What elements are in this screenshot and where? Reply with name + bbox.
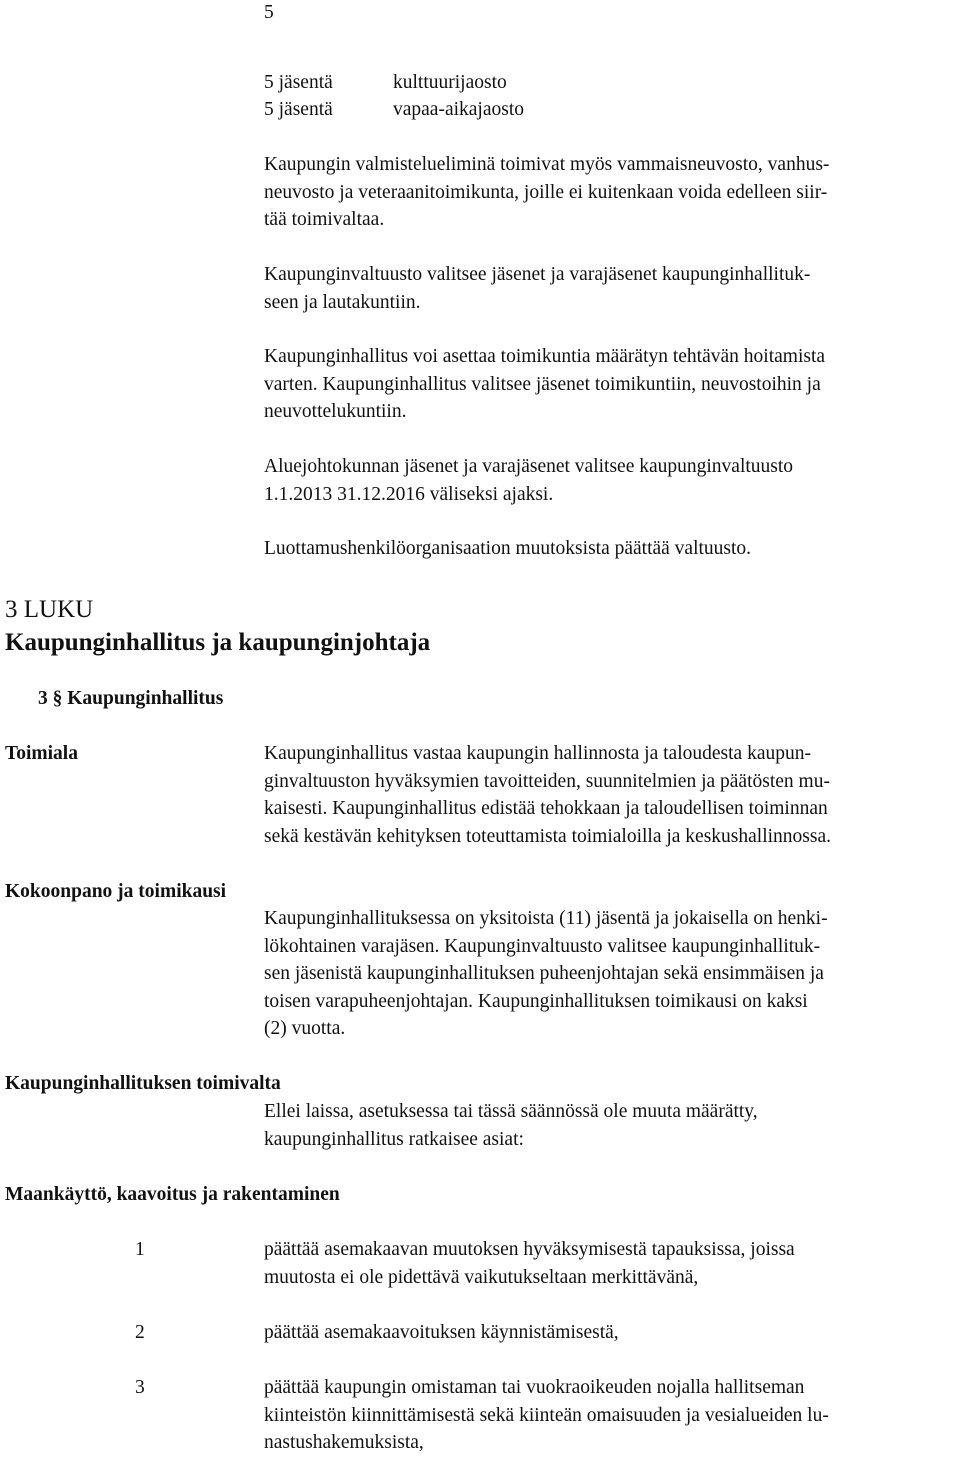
committee-count: 5 jäsentä bbox=[264, 72, 333, 93]
list-item: päättää asemakaavan muutoksen hyväksymisestä tapauksissa, joissa muutosta ei ole pidettävä vaikutukseltaan merkittävänä, bbox=[264, 1239, 795, 1288]
committee-name: vapaa-aikajaosto bbox=[393, 99, 525, 120]
section-heading: 3 § Kaupunginhallitus bbox=[38, 688, 224, 709]
committee-name: kulttuurijaosto bbox=[393, 72, 507, 93]
list-item: päättää asemakaavoituksen käynnistämisestä, bbox=[264, 1322, 619, 1343]
paragraph-committees: Kaupunginhallitus voi asettaa toimikuntia määrätyn tehtävän hoitamista varten. Kaupunginhallitus valitsee jäsenet toimikuntiin, neuvostoihin ja neuvottelukuntiin. bbox=[264, 346, 826, 422]
chapter-title: Kaupunginhallitus ja kaupunginjohtaja bbox=[5, 629, 431, 656]
kokoonpano-text: Kaupunginhallituksessa on yksitoista (11) jäsentä ja jokaisella on henki- lökohtainen varajäsen. Kaupunginvaltuusto valitsee kaupunginhallituk- sen jäsenistä kaupunginhallituksen puheenjohtajan sekä ensimmäisen ja toisen varapuheenjohtajan. Kaupunginhallituksen toimikausi on kaksi (2) vuotta. bbox=[264, 908, 828, 1039]
toimivalta-label: Kaupunginhallituksen toimivalta bbox=[5, 1073, 281, 1094]
list-item-number: 2 bbox=[135, 1322, 145, 1343]
paragraph-area-board: Aluejohtokunnan jäsenet ja varajäsenet valitsee kaupunginvaltuusto 1.1.2013 31.12.2016 väliseksi ajaksi. bbox=[264, 456, 794, 505]
toimiala-text: Kaupunginhallitus vastaa kaupungin hallinnosta ja taloudesta kaupun- ginvaltuuston hyväksymien tavoitteiden, suunnitelmien ja päätösten mu- kaisesti. Kaupunginhallitus edistää tehokkaan ja taloudellisen toiminnan sekä kestävän kehityksen toteuttamista toimialoilla ja keskushallinnossa. bbox=[264, 743, 832, 847]
list-item-number: 1 bbox=[135, 1239, 145, 1260]
toimiala-label: Toimiala bbox=[5, 743, 78, 764]
paragraph-organisation-changes: Luottamushenkilöorganisaation muutoksista päättää valtuusto. bbox=[264, 538, 752, 559]
maankaytto-label: Maankäyttö, kaavoitus ja rakentaminen bbox=[5, 1184, 340, 1205]
page-number: 5 bbox=[264, 2, 274, 23]
paragraph-council-elects: Kaupunginvaltuusto valitsee jäsenet ja varajäsenet kaupunginhallituk- seen ja lautakuntiin. bbox=[264, 264, 811, 313]
toimivalta-text: Ellei laissa, asetuksessa tai tässä säännössä ole muuta määrätty, kaupunginhallitus ratkaisee asiat: bbox=[264, 1101, 758, 1150]
chapter-number: 3 LUKU bbox=[5, 596, 94, 623]
list-item-number: 3 bbox=[135, 1377, 145, 1398]
list-item: päättää kaupungin omistaman tai vuokraoikeuden nojalla hallitseman kiinteistön kiinnittämisestä sekä kiinteän omaisuuden ja vesialueiden lu- nastushakemuksista, bbox=[264, 1377, 829, 1453]
paragraph-advisory-bodies: Kaupungin valmistelueliminä toimivat myös vammaisneuvosto, vanhus- neuvosto ja veteraanitoimikunta, joille ei kuitenkaan voida edelleen siir- tää toimivaltaa. bbox=[264, 154, 830, 230]
kokoonpano-label: Kokoonpano ja toimikausi bbox=[5, 881, 227, 902]
committee-count: 5 jäsentä bbox=[264, 99, 333, 120]
